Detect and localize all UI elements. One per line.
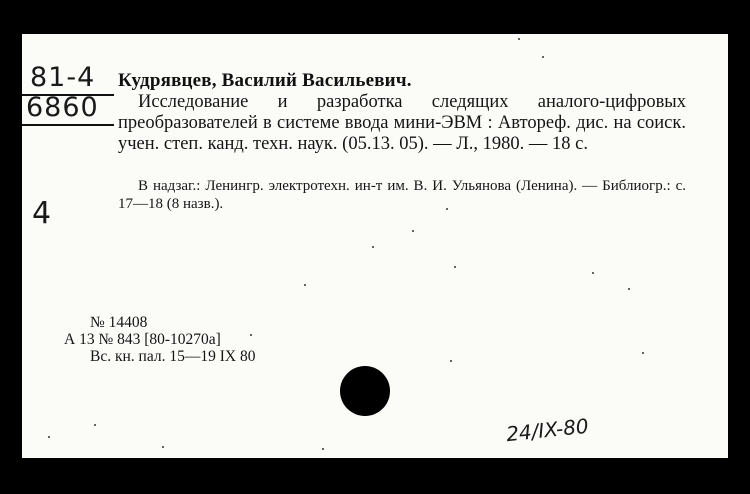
catalog-card (22, 34, 728, 458)
shelf-mark-bottom: 6860 (26, 92, 99, 123)
institution-note: В надзаг.: Ленингр. электротехн. ин-т им. В. И. Ульянова (Ленина). — Библиогр.: с. 17—18 (8 назв.). (118, 178, 686, 212)
shelf-mark-top: 81-4 (30, 62, 96, 93)
accession-code: А 13 № 843 [80-10270а] (64, 331, 221, 348)
book-chamber-line: Вс. кн. пал. 15—19 IX 80 (90, 348, 256, 365)
title-description: Исследование и разработка следящих аналого-цифровых преобразователей в системе ввода мини-ЭВМ : Автореф. дис. на соиск. учен. степ. канд. техн. наук. (05.13. 05). — Л., 1980. — 18 с. (118, 92, 686, 154)
handwritten-signature: 24/IX-80 (504, 413, 590, 447)
punch-hole (340, 366, 390, 416)
author-heading: Кудрявцев, Василий Васильевич. (118, 70, 412, 91)
shelf-mark-underline (22, 124, 114, 126)
handwritten-margin-mark: 4 (32, 196, 52, 231)
accession-number: № 14408 (90, 314, 148, 331)
